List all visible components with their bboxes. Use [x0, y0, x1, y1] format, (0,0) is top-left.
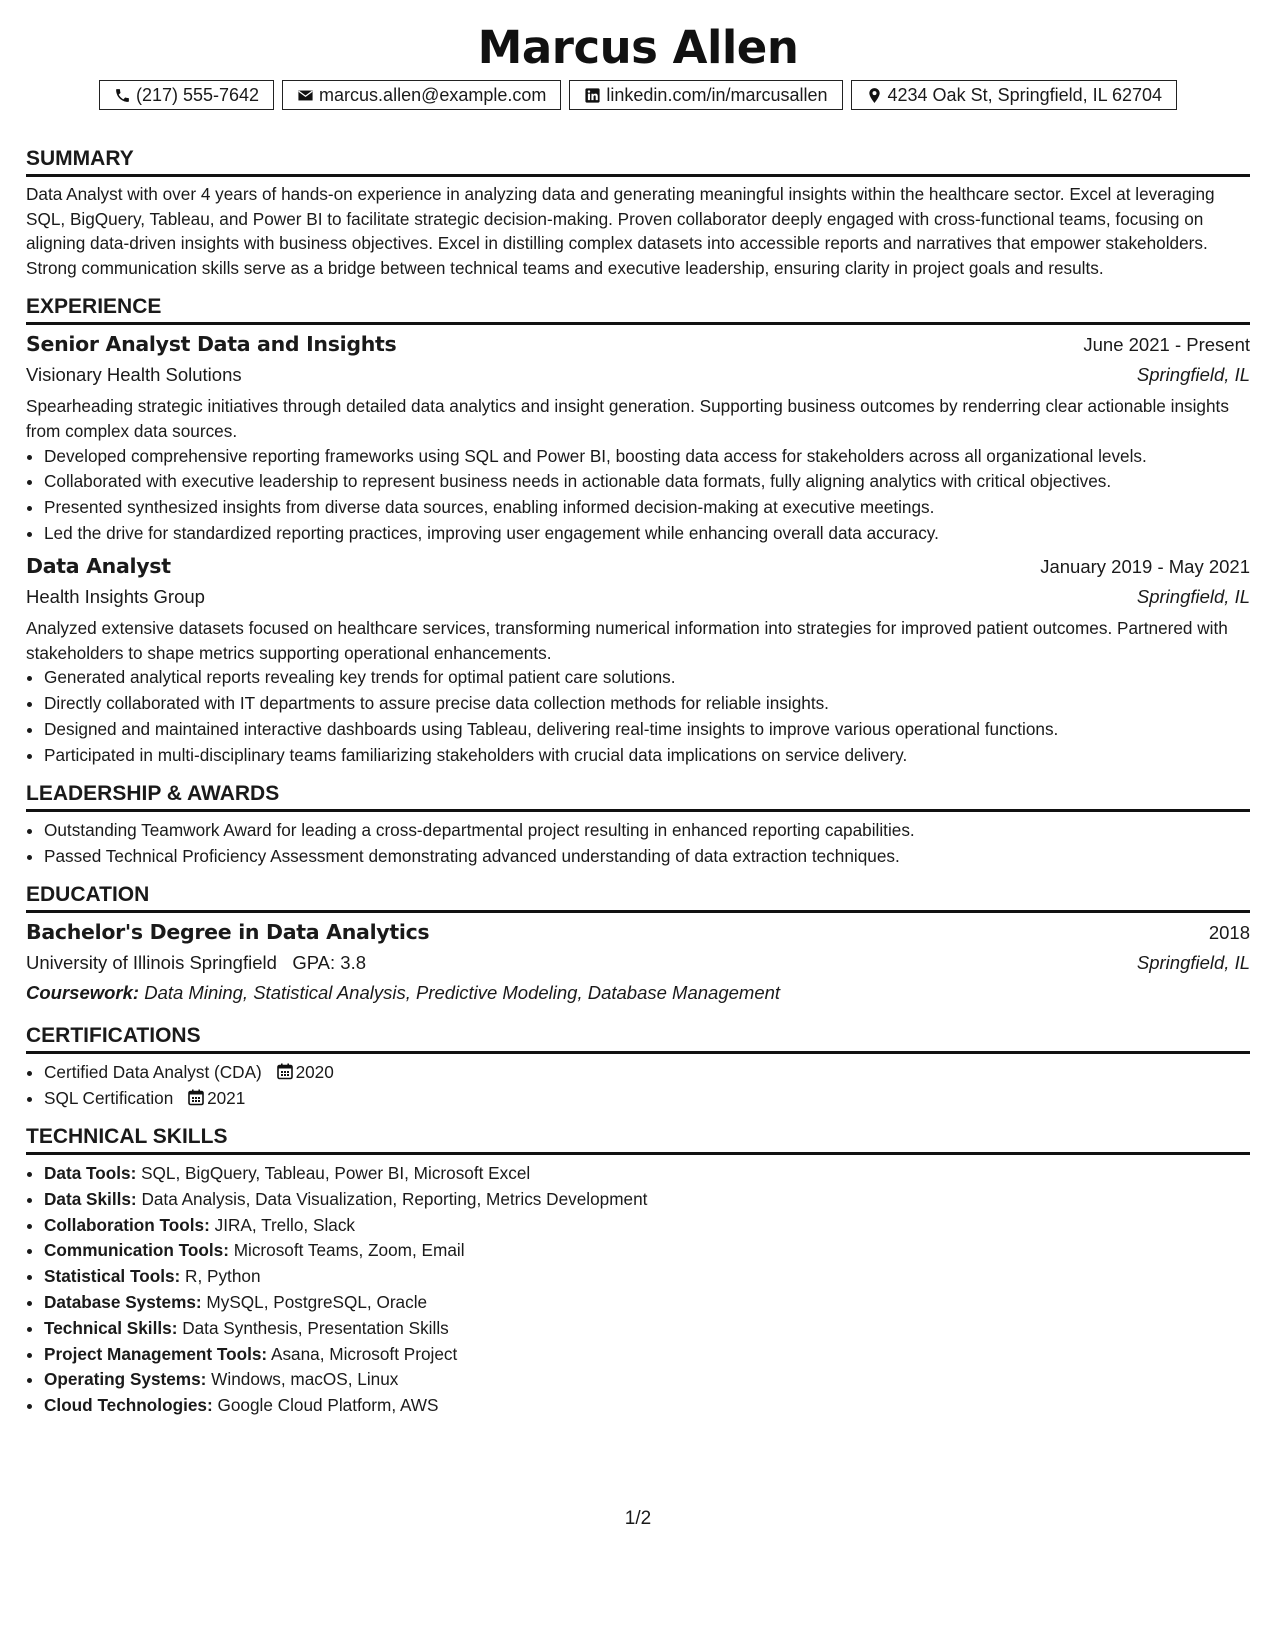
skill-value: MySQL, PostgreSQL, Oracle: [206, 1291, 428, 1312]
list-item: • Outstanding Teamwork Award for leading a cross-departmental project resulting in enhanced reporting capabilities.: [44, 818, 1250, 842]
education-heading: EDUCATION: [26, 882, 1250, 913]
school-name: University of Illinois Springfield: [26, 951, 277, 973]
list-item: [44, 1213, 1250, 1237]
list-item: • Generated analytical reports revealing key trends for optimal patient care solutions.: [44, 665, 1250, 689]
email-address: marcus.allen@example.com: [319, 85, 547, 105]
list-item: [44, 1264, 1250, 1288]
skill-value: Asana, Microsoft Project: [270, 1343, 458, 1364]
job-title: Senior Analyst Data and Insights: [26, 332, 397, 357]
list-item: [44, 1187, 1250, 1211]
experience-heading: EXPERIENCE: [26, 294, 1250, 325]
job-location: Springfield, IL: [1136, 364, 1250, 386]
company-name: Visionary Health Solutions: [26, 364, 242, 386]
skills-list: [26, 1161, 1250, 1417]
list-item: [44, 1060, 1250, 1084]
skill-value: Windows, macOS, Linux: [211, 1369, 399, 1390]
job-dates: January 2019 - May 2021: [1040, 556, 1250, 578]
job-entry: [26, 329, 1250, 545]
coursework-list: Data Mining, Statistical Analysis, Predictive Modeling, Database Management: [144, 981, 781, 1003]
skill-label: Collaboration Tools:: [44, 1214, 210, 1235]
phone-number: (217) 555-7642: [135, 85, 260, 105]
page-number: 1/2: [624, 1508, 652, 1529]
resume-page: [26, 18, 1250, 1529]
job-bullets: [26, 444, 1250, 546]
list-item: • Passed Technical Proficiency Assessment demonstrating advanced understanding of data extraction techniques.: [44, 844, 1250, 868]
skill-label: Operating Systems:: [44, 1369, 207, 1390]
job-title: Data Analyst: [26, 554, 171, 579]
list-item: [44, 1316, 1250, 1340]
coursework-line: [26, 978, 1250, 1007]
summary-heading: SUMMARY: [26, 146, 1250, 177]
list-item: [44, 1290, 1250, 1314]
skill-value: Data Analysis, Data Visualization, Reporting, Metrics Development: [141, 1188, 648, 1209]
skill-value: SQL, BigQuery, Tableau, Power BI, Microsoft Excel: [141, 1162, 531, 1183]
graduation-year: 2018: [1208, 921, 1250, 943]
job-entry: [26, 551, 1250, 767]
job-dates: June 2021 - Present: [1083, 334, 1250, 356]
envelope-icon: [297, 87, 314, 104]
skill-label: Database Systems:: [44, 1291, 202, 1312]
list-item: [44, 1238, 1250, 1262]
calendar-icon: [188, 1089, 204, 1106]
list-item: • Developed comprehensive reporting frameworks using SQL and Power BI, boosting data access for stakeholders across all organizational levels.: [44, 444, 1250, 468]
education-section: [26, 882, 1250, 1007]
company-name: Health Insights Group: [26, 586, 205, 608]
skill-value: JIRA, Trello, Slack: [214, 1214, 356, 1235]
list-item: [44, 1393, 1250, 1417]
leadership-section: [26, 781, 1250, 868]
certification-year: 2021: [207, 1087, 246, 1108]
list-item: [44, 1161, 1250, 1185]
job-location: Springfield, IL: [1136, 586, 1250, 608]
phone-icon: [114, 87, 131, 104]
skill-label: Data Tools:: [44, 1162, 137, 1183]
skill-label: Data Skills:: [44, 1188, 137, 1209]
contact-email[interactable]: [282, 80, 561, 110]
candidate-name: Marcus Allen: [477, 21, 799, 74]
skills-section: [26, 1124, 1250, 1417]
skill-label: Project Management Tools:: [44, 1343, 268, 1364]
skill-value: Data Synthesis, Presentation Skills: [182, 1317, 449, 1338]
list-item: • Designed and maintained interactive dashboards using Tableau, delivering real-time insights to improve various operational functions.: [44, 717, 1250, 741]
contact-bar: [26, 80, 1250, 110]
certification-list: [26, 1060, 1250, 1110]
job-description: Analyzed extensive datasets focused on healthcare services, transforming numerical information into strategies for improved patient outcomes. Partnered with stakeholders to shape metrics supporting operational enhancements.: [26, 618, 1228, 663]
list-item: • Presented synthesized insights from diverse data sources, enabling informed decision-making at executive meetings.: [44, 495, 1250, 519]
school-location: Springfield, IL: [1136, 951, 1250, 973]
contact-address[interactable]: [851, 80, 1178, 110]
job-description: Spearheading strategic initiatives through detailed data analytics and insight generation. Supporting business outcomes by renderring clear actionable insights from complex data sources.: [26, 396, 1229, 441]
leadership-heading: LEADERSHIP & AWARDS: [26, 781, 1250, 812]
summary-text: Data Analyst with over 4 years of hands-on experience in analyzing data and generating meaningful insights within the healthcare sector. Excel at leveraging SQL, BigQuery, Tableau, and Power BI to facilitate strategic decision-making. Proven collaborator deeply engaged with cross-functional teams, focusing on aligning data-driven insights with business objectives. Excel in distilling complex datasets into accessible reports and narratives that empower stakeholders. Strong communication skills serve as a bridge between technical teams and executive leadership, ensuring clarity in project goals and results.: [26, 184, 1215, 278]
calendar-icon: [277, 1063, 293, 1080]
job-bullets: [26, 665, 1250, 767]
list-item: • Participated in multi-disciplinary teams familiarizing stakeholders with crucial data implications on service delivery.: [44, 743, 1250, 767]
skill-label: Cloud Technologies:: [44, 1395, 213, 1416]
degree-name: Bachelor's Degree in Data Analytics: [26, 919, 430, 944]
summary-section: [26, 146, 1250, 280]
contact-phone[interactable]: [99, 80, 274, 110]
contact-linkedin[interactable]: [569, 80, 842, 110]
linkedin-icon: [584, 87, 601, 104]
certifications-section: [26, 1023, 1250, 1110]
coursework-label: Coursework:: [26, 981, 140, 1003]
linkedin-url: linkedin.com/in/marcusallen: [606, 85, 828, 105]
list-item: [44, 1342, 1250, 1366]
map-pin-icon: [866, 87, 883, 104]
list-item: • Directly collaborated with IT departments to assure precise data collection methods for reliable insights.: [44, 691, 1250, 715]
certification-name: Certified Data Analyst (CDA): [44, 1061, 262, 1082]
award-list: [26, 818, 1250, 868]
certification-name: SQL Certification: [44, 1087, 174, 1108]
skill-label: Communication Tools:: [44, 1240, 229, 1261]
street-address: 4234 Oak St, Springfield, IL 62704: [887, 85, 1163, 105]
skill-label: Technical Skills:: [44, 1317, 178, 1338]
list-item: [44, 1086, 1250, 1110]
skill-value: R, Python: [185, 1266, 261, 1287]
skill-value: Microsoft Teams, Zoom, Email: [233, 1240, 465, 1261]
experience-section: [26, 294, 1250, 767]
list-item: • Collaborated with executive leadership to represent business needs in actionable data formats, fully aligning analytics with critical objectives.: [44, 469, 1250, 493]
certification-year: 2020: [295, 1061, 334, 1082]
skills-heading: TECHNICAL SKILLS: [26, 1124, 1250, 1155]
school-line: [26, 948, 366, 977]
gpa: GPA: 3.8: [292, 951, 367, 973]
list-item: • Led the drive for standardized reporting practices, improving user engagement while enhancing overall data accuracy.: [44, 521, 1250, 545]
skill-label: Statistical Tools:: [44, 1266, 181, 1287]
list-item: [44, 1367, 1250, 1391]
skill-value: Google Cloud Platform, AWS: [217, 1395, 439, 1416]
certifications-heading: CERTIFICATIONS: [26, 1023, 1250, 1054]
